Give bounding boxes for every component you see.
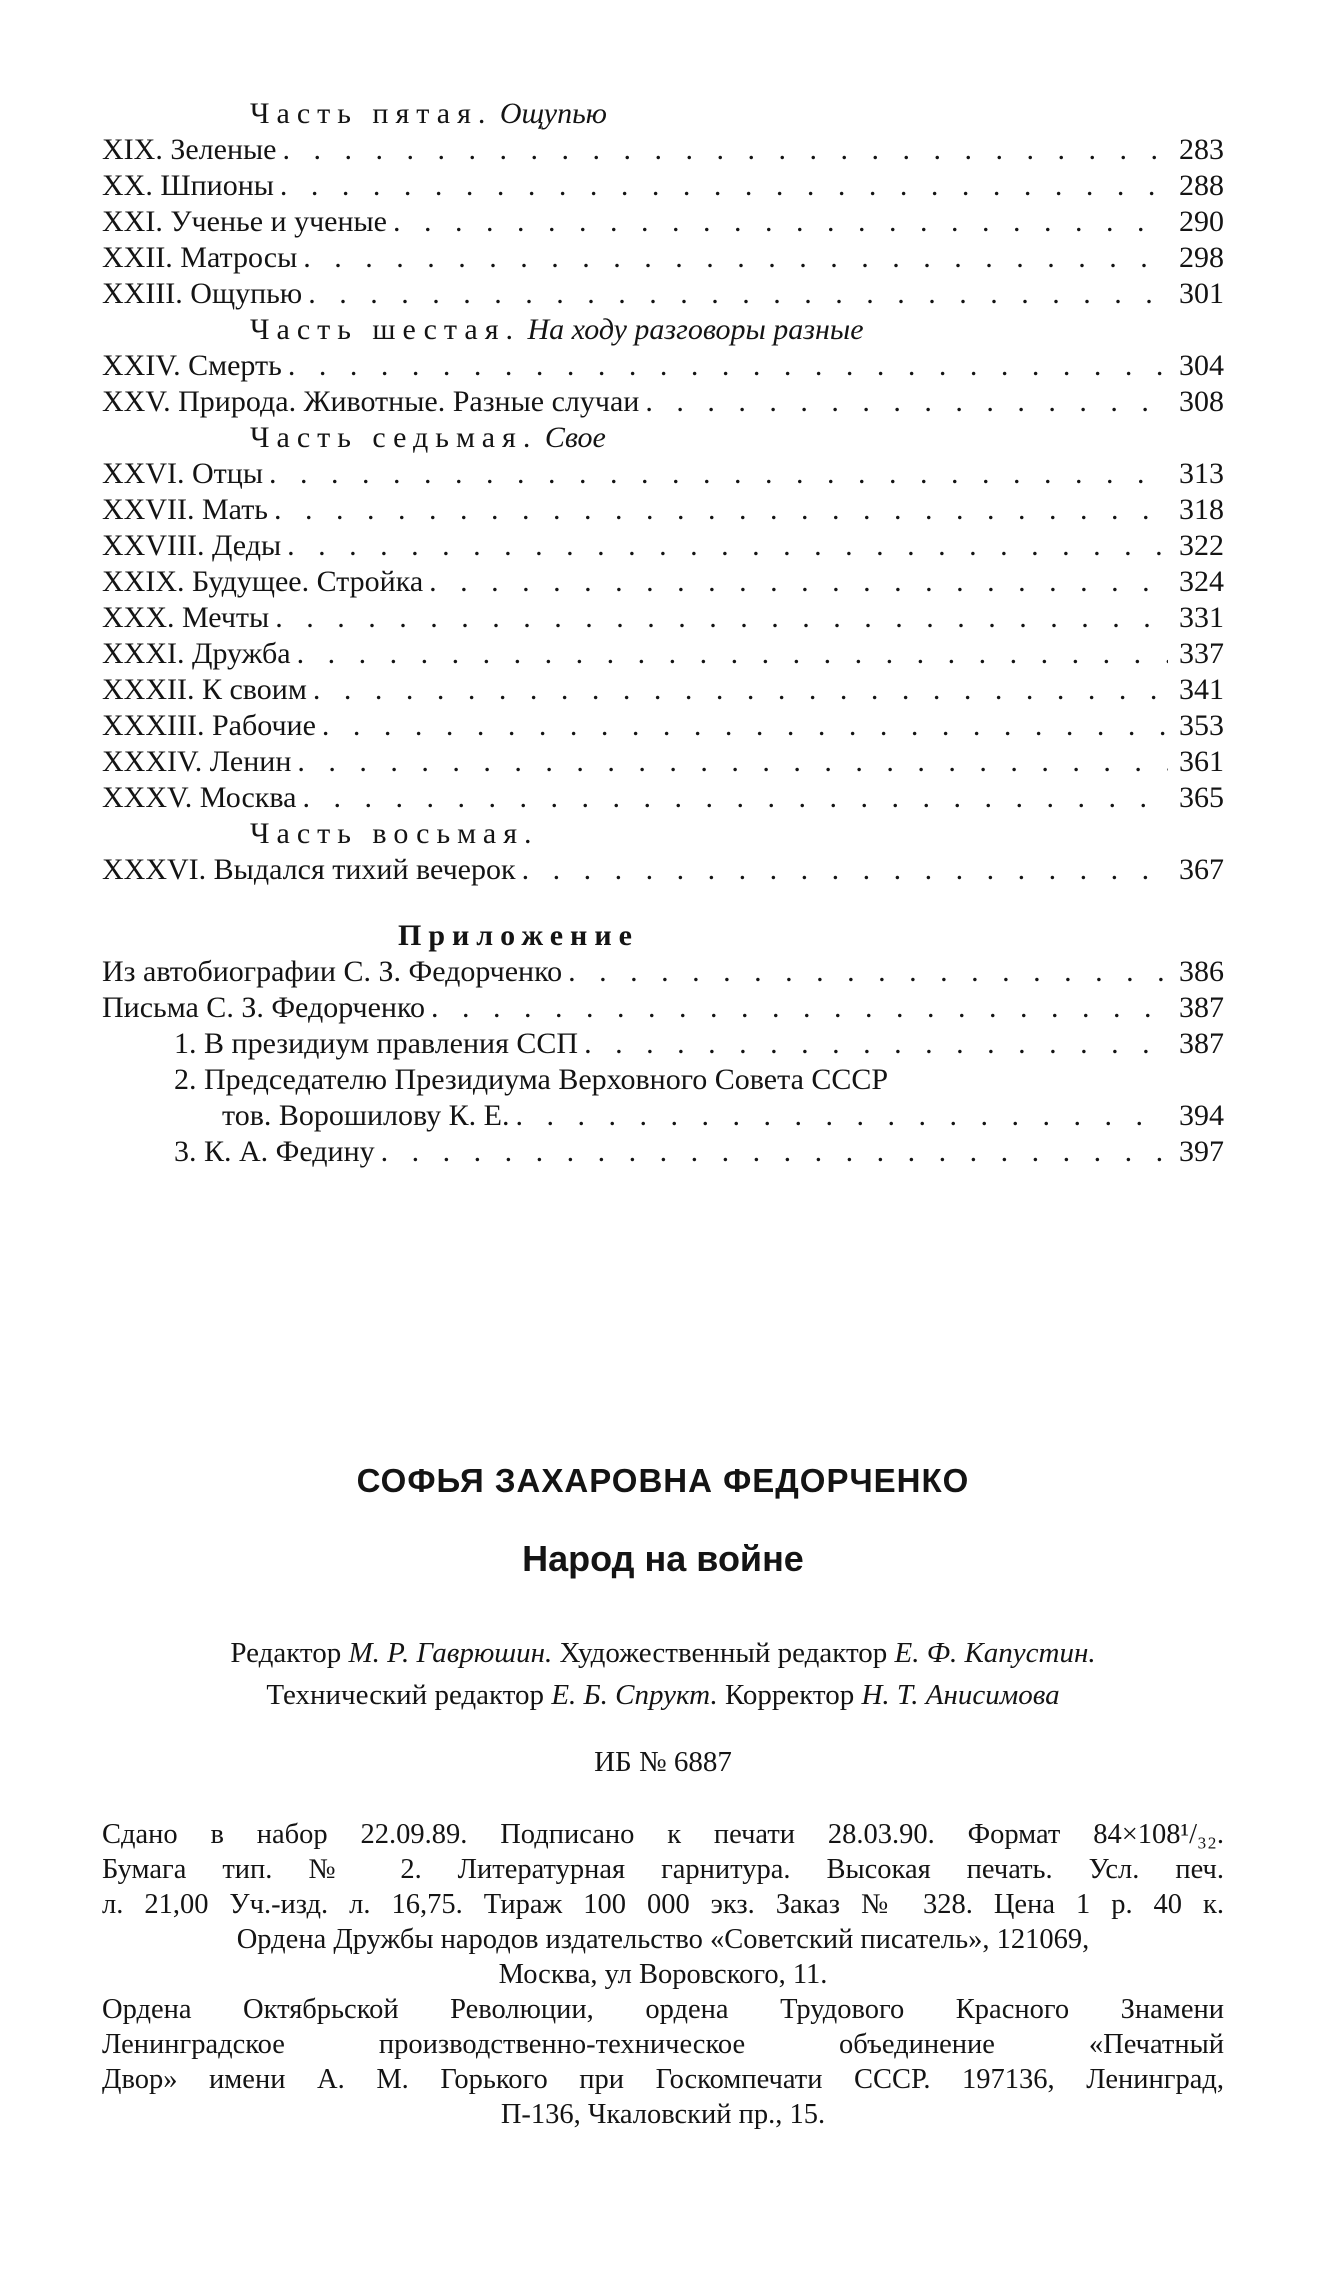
tech-editor-name: Е. Б. Спрукт.	[551, 1679, 718, 1711]
toc-entry-page: 298	[1179, 241, 1224, 274]
part-prefix: Часть пятая.	[250, 97, 493, 130]
toc-entry-label: XXXVI. Выдался тихий вечерок	[102, 853, 516, 886]
toc-entry-label: XXXIV. Ленин	[102, 745, 292, 778]
toc-entry	[102, 708, 1224, 744]
toc-entry-label: XXIX. Будущее. Стройка	[102, 565, 424, 598]
toc-entry	[102, 954, 1224, 990]
toc-entry	[102, 744, 1224, 780]
colophon	[102, 1462, 1224, 2132]
toc-entry-page: 387	[1179, 1027, 1224, 1060]
leader-dots	[516, 1098, 1169, 1134]
toc-entry	[102, 132, 1224, 168]
toc-entry-label: 3. К. А. Федину	[174, 1135, 375, 1168]
toc-entry-label: тов. Ворошилову К. Е.	[222, 1099, 510, 1132]
printer-line: Двор» имени А. М. Горького при Госкомпечати СССР. 197136, Ленинград,	[102, 2064, 1224, 2095]
corrector-label: Корректор	[724, 1679, 855, 1711]
publisher-line: Ордена Дружбы народов издательство «Советский писатель», 121069,	[236, 1924, 1090, 1955]
appendix-heading: Приложение	[398, 919, 639, 952]
toc-entry-page: 361	[1179, 745, 1224, 778]
toc-entry-page: 304	[1179, 349, 1224, 382]
part-title: Свое	[544, 421, 606, 454]
toc-entry-page: 313	[1179, 457, 1224, 490]
toc-entry-page: 283	[1179, 133, 1224, 166]
printer-line: Ордена Октябрьской Революции, ордена Трудового Красного Знамени	[102, 1994, 1224, 2025]
leader-dots	[308, 276, 1168, 312]
printer-line: Ленинградское производственно-техническое объединение «Печатный	[102, 2029, 1224, 2060]
toc-entry	[102, 780, 1224, 816]
imprint-line: Бумага тип. № 2. Литературная гарнитура. Высокая печать. Усл. печ.	[102, 1854, 1224, 1885]
leader-dots	[274, 492, 1168, 528]
leader-dots	[288, 348, 1168, 384]
toc-entry-page: 318	[1179, 493, 1224, 526]
leader-dots	[522, 852, 1168, 888]
book-author: СОФЬЯ ЗАХАРОВНА ФЕДОРЧЕНКО	[356, 1462, 970, 1499]
toc-entry	[102, 990, 1224, 1026]
toc-entry-page: 341	[1179, 673, 1224, 706]
leader-dots	[393, 204, 1168, 240]
toc-entry-label: XXII. Матросы	[102, 241, 298, 274]
toc-entry	[102, 1026, 1224, 1062]
editor-label: Редактор	[230, 1637, 342, 1669]
credits-line	[102, 1674, 1224, 1716]
leader-dots	[287, 528, 1168, 564]
toc-entry	[102, 636, 1224, 672]
toc-entry-label: XXXI. Дружба	[102, 637, 291, 670]
toc-entry-label: XXI. Ученье и ученые	[102, 205, 387, 238]
toc-entry-label: XXXV. Москва	[102, 781, 297, 814]
toc-entry	[102, 276, 1224, 312]
imprint-line: Сдано в набор 22.09.89. Подписано к печати 28.03.90. Формат 84×108¹/₃₂.	[102, 1819, 1224, 1850]
toc-entry	[102, 204, 1224, 240]
toc-entry	[102, 348, 1224, 384]
leader-dots	[645, 384, 1168, 420]
toc-entry-page: 353	[1179, 709, 1224, 742]
leader-dots	[313, 672, 1168, 708]
toc-entry-label: XXIV. Смерть	[102, 349, 282, 382]
toc-entry-label: XIX. Зеленые	[102, 133, 277, 166]
toc-entry-label: XXX. Мечты	[102, 601, 270, 634]
toc-entry-page: 301	[1179, 277, 1224, 310]
toc-entry	[102, 168, 1224, 204]
toc-entry	[102, 672, 1224, 708]
toc-entry-label: XXXIII. Рабочие	[102, 709, 316, 742]
part-heading	[102, 312, 1224, 348]
toc-entry-page: 324	[1179, 565, 1224, 598]
toc-entry-page: 365	[1179, 781, 1224, 814]
toc-entry-label: Письма С. З. Федорченко	[102, 991, 425, 1024]
printer-line: П-136, Чкаловский пр., 15.	[500, 2099, 826, 2130]
toc-entry	[102, 492, 1224, 528]
toc-entry-page: 337	[1179, 637, 1224, 670]
toc-entry-page: 397	[1179, 1135, 1224, 1168]
publisher-line: Москва, ул Воровского, 11.	[498, 1959, 828, 1990]
toc-entry	[102, 1134, 1224, 1170]
leader-dots	[269, 456, 1168, 492]
leader-dots	[568, 954, 1168, 990]
toc-entry-label: Из автобиографии С. З. Федорченко	[102, 955, 563, 988]
part-prefix: Часть восьмая.	[250, 817, 539, 850]
leader-dots	[322, 708, 1168, 744]
leader-dots	[584, 1026, 1168, 1062]
leader-dots	[297, 636, 1168, 672]
credits-line	[102, 1632, 1224, 1674]
book-title: Народ на войне	[522, 1538, 804, 1579]
toc-entry-line: 2. Председателю Президиума Верховного Совета СССР	[174, 1063, 889, 1096]
part-prefix: Часть шестая.	[250, 313, 520, 346]
toc-entry-label: XXIII. Ощупью	[102, 277, 303, 310]
leader-dots	[280, 168, 1168, 204]
toc-entry-page: 386	[1179, 955, 1224, 988]
toc-entry-label: XXVIII. Деды	[102, 529, 282, 562]
leader-dots	[275, 600, 1168, 636]
tech-editor-label: Технический редактор	[266, 1679, 545, 1711]
toc-entry-page: 387	[1179, 991, 1224, 1024]
toc-entry-label: XXV. Природа. Животные. Разные случаи	[102, 385, 640, 418]
corrector-name: Н. Т. Анисимова	[861, 1679, 1060, 1711]
part-prefix: Часть седьмая.	[250, 421, 538, 454]
part-heading	[102, 96, 1224, 132]
toc-entry	[102, 240, 1224, 276]
toc-entry-page: 308	[1179, 385, 1224, 418]
toc-entry	[102, 852, 1224, 888]
leader-dots	[381, 1134, 1168, 1170]
toc-entry-page: 367	[1179, 853, 1224, 886]
leader-dots	[429, 564, 1168, 600]
part-title: На ходу разговоры разные	[527, 313, 864, 346]
part-heading	[102, 420, 1224, 456]
part-heading	[102, 816, 1224, 852]
art-editor-name: Е. Ф. Капустин.	[894, 1637, 1096, 1669]
credits	[102, 1632, 1224, 1716]
part-title: Ощупью	[499, 97, 607, 130]
table-of-contents	[102, 96, 1224, 1170]
toc-entry-page: 322	[1179, 529, 1224, 562]
leader-dots	[302, 780, 1168, 816]
toc-entry-label: XXVI. Отцы	[102, 457, 263, 490]
ib-number: ИБ № 6887	[594, 1746, 732, 1778]
toc-entry-page: 331	[1179, 601, 1224, 634]
leader-dots	[297, 744, 1168, 780]
art-editor-label: Художественный редактор	[559, 1637, 888, 1669]
toc-entry	[102, 600, 1224, 636]
toc-entry-page: 394	[1179, 1099, 1224, 1132]
toc-entry-label: XXVII. Мать	[102, 493, 268, 526]
toc-entry-label: 1. В президиум правления ССП	[174, 1027, 579, 1060]
toc-entry	[102, 384, 1224, 420]
toc-entry	[102, 456, 1224, 492]
toc-entry	[102, 1098, 1224, 1134]
toc-entry-label: XXXII. К своим	[102, 673, 307, 706]
toc-entry-page: 290	[1179, 205, 1224, 238]
leader-dots	[282, 132, 1168, 168]
toc-entry-page: 288	[1179, 169, 1224, 202]
toc-entry	[102, 528, 1224, 564]
leader-dots	[303, 240, 1168, 276]
leader-dots	[431, 990, 1168, 1026]
toc-entry-label: XX. Шпионы	[102, 169, 274, 202]
imprint-line: л. 21,00 Уч.-изд. л. 16,75. Тираж 100 000 экз. Заказ № 328. Цена 1 р. 40 к.	[102, 1889, 1224, 1920]
toc-entry	[102, 564, 1224, 600]
editor-name: М. Р. Гаврюшин.	[348, 1637, 553, 1669]
imprint	[102, 1817, 1224, 2132]
